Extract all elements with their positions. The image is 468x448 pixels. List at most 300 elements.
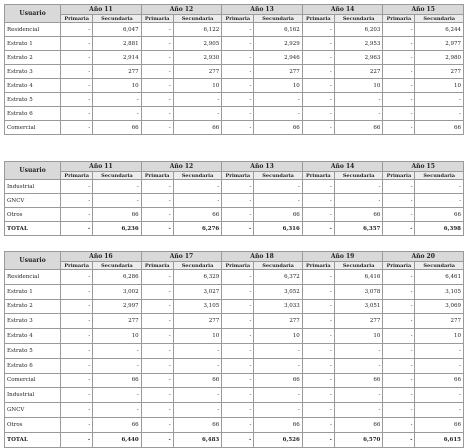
value-cell: - bbox=[334, 180, 383, 194]
value-cell: - bbox=[141, 417, 173, 432]
value-cell: 2,930 bbox=[173, 51, 222, 65]
row-label: Otros bbox=[5, 417, 61, 432]
value-cell: - bbox=[383, 222, 415, 236]
value-cell: - bbox=[222, 358, 254, 373]
value-cell: - bbox=[415, 343, 464, 358]
value-cell: 2,980 bbox=[415, 51, 464, 65]
value-cell: 227 bbox=[334, 65, 383, 79]
value-cell: - bbox=[141, 93, 173, 107]
value-cell: 6,316 bbox=[254, 222, 303, 236]
value-cell: 6,162 bbox=[254, 23, 303, 37]
value-cell: - bbox=[222, 51, 254, 65]
primary-subheader: Primaria bbox=[222, 172, 254, 180]
value-cell: - bbox=[302, 208, 334, 222]
value-cell: - bbox=[141, 343, 173, 358]
value-cell: - bbox=[334, 343, 383, 358]
value-cell: - bbox=[383, 180, 415, 194]
value-cell: - bbox=[222, 208, 254, 222]
value-cell: 66 bbox=[254, 417, 303, 432]
value-cell: 10 bbox=[415, 79, 464, 93]
value-cell: - bbox=[383, 417, 415, 432]
value-cell: 2,905 bbox=[173, 37, 222, 51]
value-cell: - bbox=[383, 432, 415, 447]
value-cell: 66 bbox=[334, 373, 383, 388]
value-cell: 10 bbox=[334, 79, 383, 93]
value-cell: - bbox=[222, 107, 254, 121]
secondary-subheader: Secundaria bbox=[254, 172, 303, 180]
row-label: Estrato 3 bbox=[5, 314, 61, 329]
primary-subheader: Primaria bbox=[61, 172, 93, 180]
value-cell: 2,914 bbox=[93, 51, 142, 65]
value-cell: - bbox=[173, 388, 222, 403]
value-cell: 6,236 bbox=[93, 222, 142, 236]
value-cell: - bbox=[93, 194, 142, 208]
value-cell: - bbox=[141, 121, 173, 135]
value-cell: - bbox=[415, 180, 464, 194]
value-cell: 6,398 bbox=[415, 222, 464, 236]
value-cell: 66 bbox=[254, 208, 303, 222]
value-cell: - bbox=[334, 388, 383, 403]
value-cell: - bbox=[141, 403, 173, 418]
value-cell: - bbox=[302, 417, 334, 432]
primary-subheader: Primaria bbox=[222, 262, 254, 270]
value-cell: 66 bbox=[334, 121, 383, 135]
row-label: Residencial bbox=[5, 270, 61, 285]
value-cell: 66 bbox=[173, 417, 222, 432]
secondary-subheader: Secundaria bbox=[254, 15, 303, 23]
value-cell: - bbox=[383, 343, 415, 358]
value-cell: 66 bbox=[415, 373, 464, 388]
value-cell: - bbox=[302, 194, 334, 208]
value-cell: 3,002 bbox=[93, 284, 142, 299]
table-row bbox=[5, 270, 464, 285]
primary-subheader: Primaria bbox=[141, 262, 173, 270]
value-cell: 66 bbox=[334, 208, 383, 222]
row-label: Industrial bbox=[5, 180, 61, 194]
value-cell: 6,570 bbox=[334, 432, 383, 447]
value-cell: 277 bbox=[254, 314, 303, 329]
value-cell: 3,105 bbox=[173, 299, 222, 314]
value-cell: - bbox=[383, 37, 415, 51]
value-cell: - bbox=[222, 388, 254, 403]
value-cell: - bbox=[302, 299, 334, 314]
value-cell: - bbox=[93, 180, 142, 194]
table-row bbox=[5, 403, 464, 418]
value-cell: - bbox=[383, 107, 415, 121]
primary-subheader: Primaria bbox=[141, 172, 173, 180]
table-row bbox=[5, 208, 464, 222]
table-row bbox=[5, 314, 464, 329]
secondary-subheader: Secundaria bbox=[334, 262, 383, 270]
value-cell: - bbox=[61, 51, 93, 65]
value-cell: 277 bbox=[93, 314, 142, 329]
value-cell: - bbox=[302, 37, 334, 51]
value-cell: - bbox=[61, 343, 93, 358]
year-header: Año 18 bbox=[222, 252, 303, 262]
value-cell: - bbox=[141, 270, 173, 285]
value-cell: 277 bbox=[93, 65, 142, 79]
value-cell: - bbox=[141, 373, 173, 388]
value-cell: - bbox=[93, 93, 142, 107]
year-header: Año 12 bbox=[141, 162, 222, 172]
table-row bbox=[5, 284, 464, 299]
table-row bbox=[5, 121, 464, 135]
value-cell: - bbox=[383, 284, 415, 299]
row-label: TOTAL bbox=[5, 432, 61, 447]
table-row bbox=[5, 329, 464, 344]
row-label: Estrato 2 bbox=[5, 299, 61, 314]
secondary-subheader: Secundaria bbox=[173, 15, 222, 23]
value-cell: - bbox=[222, 121, 254, 135]
value-cell: 10 bbox=[173, 79, 222, 93]
value-cell: - bbox=[173, 194, 222, 208]
value-cell: - bbox=[222, 299, 254, 314]
row-label: Estrato 5 bbox=[5, 93, 61, 107]
value-cell: - bbox=[61, 65, 93, 79]
value-cell: - bbox=[415, 194, 464, 208]
value-cell: 6,416 bbox=[334, 270, 383, 285]
year-header: Año 14 bbox=[302, 162, 383, 172]
value-cell: - bbox=[383, 51, 415, 65]
table-row bbox=[5, 388, 464, 403]
value-cell: - bbox=[222, 270, 254, 285]
value-cell: - bbox=[383, 314, 415, 329]
row-label: GNCV bbox=[5, 194, 61, 208]
table-row bbox=[5, 222, 464, 236]
row-label: Comercial bbox=[5, 121, 61, 135]
primary-subheader: Primaria bbox=[383, 262, 415, 270]
value-cell: - bbox=[222, 79, 254, 93]
year-header: Año 15 bbox=[383, 162, 464, 172]
value-cell: 66 bbox=[93, 417, 142, 432]
value-cell: 3,033 bbox=[254, 299, 303, 314]
value-cell: - bbox=[383, 299, 415, 314]
primary-subheader: Primaria bbox=[302, 15, 334, 23]
value-cell: 3,052 bbox=[254, 284, 303, 299]
value-cell: - bbox=[141, 329, 173, 344]
secondary-subheader: Secundaria bbox=[334, 15, 383, 23]
value-cell: 66 bbox=[173, 373, 222, 388]
value-cell: 66 bbox=[254, 121, 303, 135]
value-cell: - bbox=[173, 358, 222, 373]
value-cell: 6,244 bbox=[415, 23, 464, 37]
secondary-subheader: Secundaria bbox=[173, 262, 222, 270]
year-header: Año 20 bbox=[383, 252, 464, 262]
value-cell: - bbox=[302, 79, 334, 93]
value-cell: - bbox=[173, 343, 222, 358]
secondary-subheader: Secundaria bbox=[93, 15, 142, 23]
table-row bbox=[5, 373, 464, 388]
value-cell: - bbox=[173, 93, 222, 107]
value-cell: - bbox=[93, 343, 142, 358]
value-cell: 3,027 bbox=[173, 284, 222, 299]
value-cell: - bbox=[302, 388, 334, 403]
value-cell: - bbox=[302, 65, 334, 79]
year-header: Año 13 bbox=[222, 5, 303, 15]
year-header: Año 17 bbox=[141, 252, 222, 262]
value-cell: - bbox=[222, 417, 254, 432]
value-cell: 2,997 bbox=[93, 299, 142, 314]
value-cell: - bbox=[222, 284, 254, 299]
value-cell: - bbox=[415, 107, 464, 121]
value-cell: - bbox=[302, 358, 334, 373]
value-cell: - bbox=[302, 432, 334, 447]
value-cell: - bbox=[141, 79, 173, 93]
value-cell: - bbox=[141, 107, 173, 121]
table-row bbox=[5, 107, 464, 121]
value-cell: - bbox=[222, 314, 254, 329]
value-cell: 277 bbox=[173, 65, 222, 79]
value-cell: - bbox=[334, 358, 383, 373]
table-row bbox=[5, 51, 464, 65]
value-cell: 6,122 bbox=[173, 23, 222, 37]
value-cell: - bbox=[415, 358, 464, 373]
value-cell: - bbox=[222, 343, 254, 358]
year-header: Año 12 bbox=[141, 5, 222, 15]
secondary-subheader: Secundaria bbox=[93, 262, 142, 270]
value-cell: - bbox=[222, 93, 254, 107]
value-cell: 6,526 bbox=[254, 432, 303, 447]
value-cell: - bbox=[61, 121, 93, 135]
secondary-subheader: Secundaria bbox=[173, 172, 222, 180]
value-cell: 6,483 bbox=[173, 432, 222, 447]
table-row bbox=[5, 358, 464, 373]
value-cell: - bbox=[334, 107, 383, 121]
row-label: Otros bbox=[5, 208, 61, 222]
value-cell: - bbox=[61, 194, 93, 208]
value-cell: - bbox=[141, 314, 173, 329]
table-row bbox=[5, 23, 464, 37]
value-cell: - bbox=[141, 388, 173, 403]
year-header: Año 15 bbox=[383, 5, 464, 15]
value-cell: - bbox=[302, 121, 334, 135]
value-cell: - bbox=[302, 329, 334, 344]
value-cell: - bbox=[302, 373, 334, 388]
row-label: Residencial bbox=[5, 23, 61, 37]
primary-subheader: Primaria bbox=[383, 15, 415, 23]
value-cell: 6,047 bbox=[93, 23, 142, 37]
value-cell: - bbox=[222, 329, 254, 344]
year-header: Año 14 bbox=[302, 5, 383, 15]
value-cell: - bbox=[222, 403, 254, 418]
value-cell: - bbox=[222, 180, 254, 194]
year-header: Año 13 bbox=[222, 162, 303, 172]
value-cell: - bbox=[334, 194, 383, 208]
table-3 bbox=[4, 251, 464, 448]
value-cell: - bbox=[302, 222, 334, 236]
value-cell: - bbox=[383, 270, 415, 285]
value-cell: 2,953 bbox=[334, 37, 383, 51]
value-cell: 2,929 bbox=[254, 37, 303, 51]
table-2 bbox=[4, 161, 464, 236]
value-cell: - bbox=[302, 180, 334, 194]
value-cell: - bbox=[383, 373, 415, 388]
value-cell: - bbox=[61, 23, 93, 37]
value-cell: - bbox=[222, 222, 254, 236]
value-cell: - bbox=[383, 388, 415, 403]
value-cell: - bbox=[61, 208, 93, 222]
value-cell: - bbox=[222, 432, 254, 447]
value-cell: 10 bbox=[93, 329, 142, 344]
value-cell: 66 bbox=[173, 208, 222, 222]
value-cell: 66 bbox=[173, 121, 222, 135]
secondary-subheader: Secundaria bbox=[93, 172, 142, 180]
row-label: Estrato 1 bbox=[5, 284, 61, 299]
value-cell: 66 bbox=[93, 373, 142, 388]
value-cell: - bbox=[61, 270, 93, 285]
value-cell: 277 bbox=[334, 314, 383, 329]
value-cell: 6,440 bbox=[93, 432, 142, 447]
usage-header: Usuario bbox=[5, 252, 61, 270]
value-cell: - bbox=[141, 23, 173, 37]
value-cell: - bbox=[61, 284, 93, 299]
value-cell: 66 bbox=[93, 121, 142, 135]
value-cell: - bbox=[222, 23, 254, 37]
value-cell: - bbox=[141, 432, 173, 447]
value-cell: 2,963 bbox=[334, 51, 383, 65]
secondary-subheader: Secundaria bbox=[415, 262, 464, 270]
table-row bbox=[5, 93, 464, 107]
value-cell: - bbox=[302, 270, 334, 285]
value-cell: - bbox=[334, 93, 383, 107]
value-cell: 10 bbox=[173, 329, 222, 344]
row-label: Estrato 2 bbox=[5, 51, 61, 65]
value-cell: - bbox=[61, 358, 93, 373]
value-cell: 2,946 bbox=[254, 51, 303, 65]
value-cell: 10 bbox=[254, 79, 303, 93]
value-cell: 6,203 bbox=[334, 23, 383, 37]
value-cell: - bbox=[173, 107, 222, 121]
value-cell: - bbox=[61, 403, 93, 418]
primary-subheader: Primaria bbox=[302, 172, 334, 180]
value-cell: 66 bbox=[334, 417, 383, 432]
value-cell: - bbox=[61, 37, 93, 51]
value-cell: - bbox=[61, 299, 93, 314]
value-cell: - bbox=[141, 358, 173, 373]
value-cell: - bbox=[141, 194, 173, 208]
value-cell: - bbox=[383, 65, 415, 79]
primary-subheader: Primaria bbox=[302, 262, 334, 270]
usage-header: Usuario bbox=[5, 5, 61, 23]
primary-subheader: Primaria bbox=[61, 15, 93, 23]
value-cell: 2,977 bbox=[415, 37, 464, 51]
value-cell: 10 bbox=[415, 329, 464, 344]
value-cell: - bbox=[415, 388, 464, 403]
value-cell: - bbox=[383, 329, 415, 344]
row-label: Estrato 6 bbox=[5, 107, 61, 121]
value-cell: - bbox=[334, 403, 383, 418]
primary-subheader: Primaria bbox=[61, 262, 93, 270]
value-cell: 66 bbox=[415, 417, 464, 432]
value-cell: 6,461 bbox=[415, 270, 464, 285]
value-cell: - bbox=[61, 79, 93, 93]
table-1 bbox=[4, 4, 464, 135]
usage-header: Usuario bbox=[5, 162, 61, 180]
table-row bbox=[5, 194, 464, 208]
year-header: Año 16 bbox=[61, 252, 142, 262]
value-cell: 66 bbox=[415, 208, 464, 222]
value-cell: - bbox=[93, 107, 142, 121]
value-cell: 6,357 bbox=[334, 222, 383, 236]
value-cell: - bbox=[254, 107, 303, 121]
row-label: Industrial bbox=[5, 388, 61, 403]
value-cell: - bbox=[383, 208, 415, 222]
primary-subheader: Primaria bbox=[222, 15, 254, 23]
value-cell: - bbox=[302, 51, 334, 65]
value-cell: - bbox=[383, 79, 415, 93]
value-cell: 3,051 bbox=[334, 299, 383, 314]
value-cell: - bbox=[173, 180, 222, 194]
value-cell: - bbox=[302, 403, 334, 418]
value-cell: - bbox=[61, 180, 93, 194]
table-row bbox=[5, 343, 464, 358]
value-cell: - bbox=[61, 417, 93, 432]
value-cell: - bbox=[222, 194, 254, 208]
row-label: Estrato 6 bbox=[5, 358, 61, 373]
value-cell: 66 bbox=[254, 373, 303, 388]
value-cell: 10 bbox=[334, 329, 383, 344]
value-cell: - bbox=[383, 403, 415, 418]
table-row bbox=[5, 37, 464, 51]
value-cell: - bbox=[383, 23, 415, 37]
row-label: Estrato 4 bbox=[5, 329, 61, 344]
value-cell: - bbox=[254, 93, 303, 107]
secondary-subheader: Secundaria bbox=[415, 15, 464, 23]
value-cell: - bbox=[61, 222, 93, 236]
value-cell: 3,069 bbox=[415, 299, 464, 314]
year-header: Año 19 bbox=[302, 252, 383, 262]
value-cell: - bbox=[302, 284, 334, 299]
value-cell: - bbox=[383, 121, 415, 135]
value-cell: - bbox=[302, 343, 334, 358]
row-label: Estrato 3 bbox=[5, 65, 61, 79]
value-cell: 66 bbox=[415, 121, 464, 135]
value-cell: - bbox=[93, 403, 142, 418]
value-cell: - bbox=[141, 299, 173, 314]
value-cell: - bbox=[254, 403, 303, 418]
value-cell: - bbox=[61, 107, 93, 121]
value-cell: - bbox=[302, 93, 334, 107]
value-cell: 2,881 bbox=[93, 37, 142, 51]
value-cell: - bbox=[141, 37, 173, 51]
year-header: Año 11 bbox=[61, 5, 142, 15]
value-cell: 6,372 bbox=[254, 270, 303, 285]
row-label: Estrato 4 bbox=[5, 79, 61, 93]
value-cell: 3,105 bbox=[415, 284, 464, 299]
row-label: TOTAL bbox=[5, 222, 61, 236]
value-cell: 277 bbox=[254, 65, 303, 79]
value-cell: 10 bbox=[93, 79, 142, 93]
primary-subheader: Primaria bbox=[383, 172, 415, 180]
value-cell: 277 bbox=[415, 314, 464, 329]
table-row bbox=[5, 299, 464, 314]
table-row bbox=[5, 65, 464, 79]
value-cell: - bbox=[61, 388, 93, 403]
value-cell: - bbox=[222, 373, 254, 388]
secondary-subheader: Secundaria bbox=[334, 172, 383, 180]
row-label: GNCV bbox=[5, 403, 61, 418]
table-row bbox=[5, 432, 464, 447]
value-cell: 6,286 bbox=[93, 270, 142, 285]
value-cell: - bbox=[302, 23, 334, 37]
value-cell: - bbox=[254, 180, 303, 194]
row-label: Estrato 5 bbox=[5, 343, 61, 358]
value-cell: - bbox=[61, 329, 93, 344]
value-cell: - bbox=[302, 314, 334, 329]
value-cell: 277 bbox=[415, 65, 464, 79]
value-cell: 66 bbox=[93, 208, 142, 222]
value-cell: - bbox=[61, 432, 93, 447]
